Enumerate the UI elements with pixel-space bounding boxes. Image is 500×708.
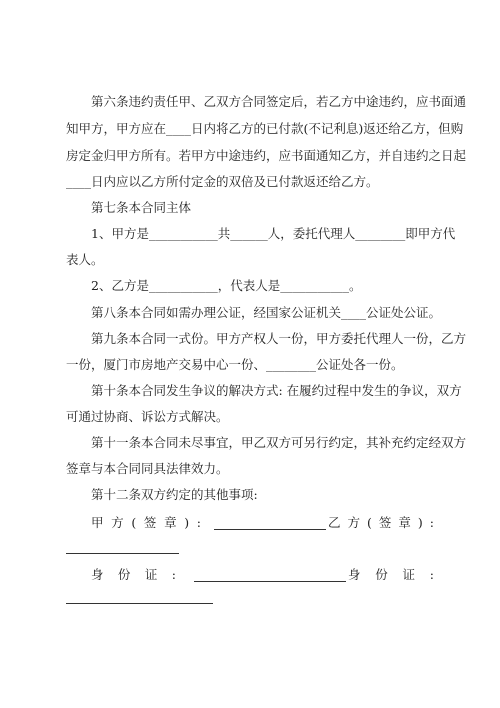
id-b-char: : xyxy=(429,567,434,582)
article-8: 第八条本合同如需办理公证，经国家公证机关____公证处公证。 xyxy=(91,305,442,320)
article-7-item-1-line-1: 1、甲方是___________共______人，委托代理人________即甲方代 xyxy=(91,226,456,241)
id-a-char: 证 xyxy=(144,567,158,582)
id-b-char: 身 xyxy=(348,567,361,582)
party-b-char: 方 xyxy=(347,515,361,530)
article-6-line-3: 房定金归甲方所有。若甲方中途违约，应书面通知乙方，并自违约之日起 xyxy=(66,148,467,163)
id-a-char: 身 xyxy=(91,567,104,582)
party-a-id-label xyxy=(91,566,176,584)
article-7-item-2: 2、乙方是___________，代表人是___________。 xyxy=(91,278,362,293)
party-a-char: : xyxy=(196,515,201,530)
party-b-seal-label xyxy=(328,514,434,532)
article-9-line-2: 一份，厦门市房地产交易中心一份、________公证处各一份。 xyxy=(66,357,404,372)
article-6-line-1: 第六条违约责任甲、乙双方合同签定后，若乙方中途违约，应书面通 xyxy=(91,94,467,109)
id-b-char: 证 xyxy=(402,567,416,582)
party-b-char: 章 xyxy=(398,515,411,530)
party-a-signature-blank[interactable] xyxy=(214,529,326,530)
party-b-id-blank[interactable] xyxy=(66,603,213,604)
party-b-id-label xyxy=(348,566,434,584)
article-6-line-2: 知甲方，甲方应在____日内将乙方的已付款(不记利息)返还给乙方，但购 xyxy=(66,121,464,136)
article-7-item-1-line-2: 表人。 xyxy=(66,252,104,267)
party-a-char: 甲 xyxy=(91,515,104,530)
party-a-char: ) xyxy=(184,515,190,530)
article-7-title: 第七条本合同主体 xyxy=(91,200,192,215)
article-10-line-2: 可通过协商、诉讼方式解决。 xyxy=(66,409,229,424)
party-a-char: 签 xyxy=(143,515,157,530)
id-b-char: 份 xyxy=(375,567,388,582)
id-a-char: : xyxy=(171,567,176,582)
article-10-line-1: 第十条本合同发生争议的解决方式: 在履约过程中发生的争议，双方 xyxy=(91,383,462,398)
party-b-char: 签 xyxy=(378,515,392,530)
article-11-line-2: 签章与本合同同具法律效力。 xyxy=(66,461,229,476)
article-12: 第十二条双方约定的其他事项: xyxy=(91,487,258,502)
party-b-signature-blank[interactable] xyxy=(66,553,179,554)
id-a-char: 份 xyxy=(117,567,131,582)
article-11-line-1: 第十一条本合同未尽事宜，甲乙双方可另行约定，其补充约定经双方 xyxy=(91,435,467,450)
article-6-line-4: ____日内应以乙方所付定金的双倍及已付款返还给乙方。 xyxy=(66,174,379,189)
party-a-char: 章 xyxy=(164,515,177,530)
party-a-seal-label xyxy=(91,514,201,532)
party-b-char: : xyxy=(429,515,434,530)
party-a-char: ( xyxy=(131,515,137,530)
party-b-char: ( xyxy=(367,515,372,530)
party-a-id-blank[interactable] xyxy=(194,581,346,582)
party-a-char: 方 xyxy=(111,515,124,530)
party-b-char: 乙 xyxy=(328,515,341,530)
article-9-line-1: 第九条本合同一式份。甲方产权人一份，甲方委托代理人一份，乙方 xyxy=(91,331,467,346)
party-b-char: ) xyxy=(417,515,423,530)
